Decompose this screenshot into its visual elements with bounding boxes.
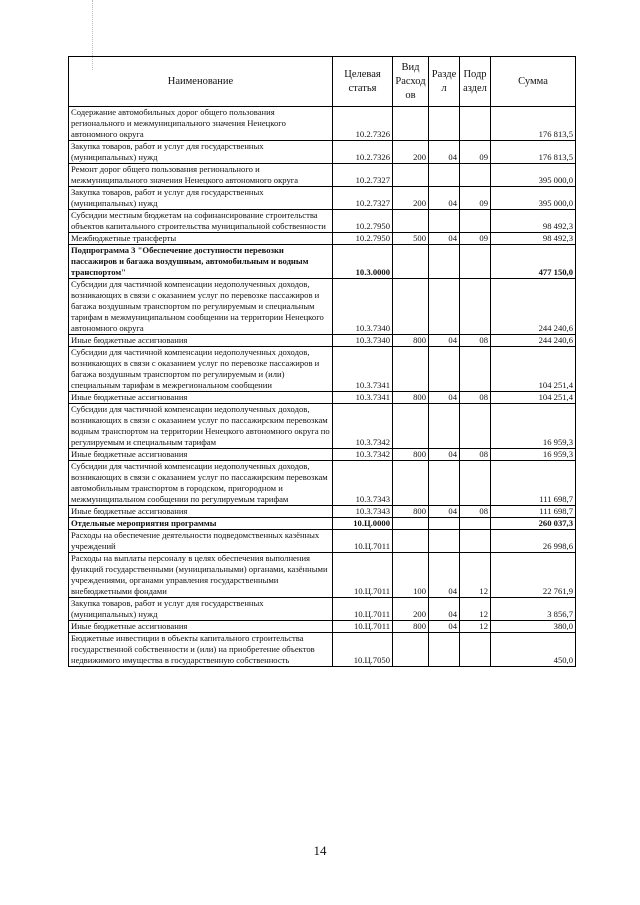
table-row <box>69 449 576 461</box>
cell-code: 10.2.7327 <box>333 187 393 210</box>
cell-podrazdel <box>460 404 491 449</box>
cell-sum: 111 698,7 <box>491 461 576 506</box>
cell-razdel <box>429 530 460 553</box>
cell-razdel <box>429 164 460 187</box>
table-row <box>69 141 576 164</box>
cell-vid <box>393 164 429 187</box>
cell-razdel <box>429 633 460 667</box>
cell-code: 10.3.7343 <box>333 461 393 506</box>
cell-razdel <box>429 461 460 506</box>
cell-sum: 22 761,9 <box>491 553 576 598</box>
cell-razdel: 04 <box>429 506 460 518</box>
cell-vid <box>393 633 429 667</box>
cell-podrazdel <box>460 279 491 335</box>
cell-podrazdel <box>460 518 491 530</box>
cell-code: 10.3.7343 <box>333 506 393 518</box>
cell-razdel: 04 <box>429 598 460 621</box>
cell-code: 10.Ц.7050 <box>333 633 393 667</box>
cell-razdel: 04 <box>429 449 460 461</box>
table-row <box>69 107 576 141</box>
cell-sum: 98 492,3 <box>491 210 576 233</box>
cell-sum: 477 150,0 <box>491 245 576 279</box>
cell-vid <box>393 210 429 233</box>
cell-name: Расходы на обеспечение деятельности подведомственных казённых учреждений <box>69 530 333 553</box>
cell-podrazdel <box>460 530 491 553</box>
cell-sum: 176 813,5 <box>491 107 576 141</box>
cell-code: 10.3.7341 <box>333 392 393 404</box>
cell-sum: 395 000,0 <box>491 164 576 187</box>
cell-sum: 26 998,6 <box>491 530 576 553</box>
cell-vid <box>393 107 429 141</box>
cell-podrazdel: 08 <box>460 449 491 461</box>
cell-code: 10.3.0000 <box>333 245 393 279</box>
table-row <box>69 233 576 245</box>
cell-sum: 244 240,6 <box>491 279 576 335</box>
cell-code: 10.2.7326 <box>333 107 393 141</box>
cell-name: Иные бюджетные ассигнования <box>69 621 333 633</box>
cell-podrazdel: 12 <box>460 598 491 621</box>
budget-table <box>68 56 576 667</box>
cell-vid <box>393 347 429 392</box>
cell-name: Расходы на выплаты персоналу в целях обеспечения выполнения функций государственными (муниципальными) органами, казёнными учреждениями, органами управления государственными внебюджетными фондами <box>69 553 333 598</box>
table-row <box>69 187 576 210</box>
cell-vid <box>393 245 429 279</box>
cell-sum: 244 240,6 <box>491 335 576 347</box>
table-row <box>69 553 576 598</box>
cell-sum: 260 037,3 <box>491 518 576 530</box>
cell-vid: 800 <box>393 621 429 633</box>
cell-vid <box>393 530 429 553</box>
table-row <box>69 210 576 233</box>
cell-podrazdel <box>460 347 491 392</box>
cell-name: Закупка товаров, работ и услуг для государственных (муниципальных) нужд <box>69 598 333 621</box>
table-row <box>69 404 576 449</box>
cell-sum: 16 959,3 <box>491 449 576 461</box>
cell-razdel <box>429 347 460 392</box>
cell-name: Межбюджетные трансферты <box>69 233 333 245</box>
header-sum: Сумма <box>491 57 576 107</box>
cell-razdel: 04 <box>429 187 460 210</box>
header-podrazdel: Подр аздел <box>460 57 491 107</box>
cell-name: Субсидии для частичной компенсации недополученных доходов, возникающих в связи с оказанием услуг по пассажирским перевозкам автомобильным транспортом в городском, пригородном и межмуниципальном сообщении по регулируемым тарифам <box>69 461 333 506</box>
table-row <box>69 598 576 621</box>
cell-razdel <box>429 518 460 530</box>
cell-code: 10.2.7950 <box>333 210 393 233</box>
cell-razdel: 04 <box>429 553 460 598</box>
cell-podrazdel: 08 <box>460 506 491 518</box>
table-row <box>69 164 576 187</box>
cell-podrazdel <box>460 461 491 506</box>
cell-code: 10.Ц.7011 <box>333 530 393 553</box>
cell-vid: 800 <box>393 335 429 347</box>
cell-code: 10.Ц.7011 <box>333 621 393 633</box>
cell-name: Бюджетные инвестиции в объекты капитального строительства государственной собственности и (или) на приобретение объектов недвижимого имущества в государственную собственность <box>69 633 333 667</box>
cell-podrazdel: 08 <box>460 335 491 347</box>
cell-podrazdel <box>460 210 491 233</box>
cell-code: 10.3.7340 <box>333 335 393 347</box>
cell-name: Субсидии для частичной компенсации недополученных доходов, возникающих в связи с оказанием услуг по перевозке пассажиров и багажа воздушным транспортом по регулируемым и (или) специальным тарифам в межрегиональном сообщении <box>69 347 333 392</box>
table-row <box>69 335 576 347</box>
cell-razdel: 04 <box>429 621 460 633</box>
cell-code: 10.3.7342 <box>333 404 393 449</box>
table-row <box>69 621 576 633</box>
table-row <box>69 530 576 553</box>
cell-name: Ремонт дорог общего пользования регионального и межмуниципального значения Ненецкого автономного округа <box>69 164 333 187</box>
cell-sum: 98 492,3 <box>491 233 576 245</box>
cell-podrazdel <box>460 107 491 141</box>
page-number: 14 <box>313 843 327 858</box>
cell-sum: 104 251,4 <box>491 347 576 392</box>
table-row <box>69 633 576 667</box>
cell-vid: 200 <box>393 187 429 210</box>
table-row <box>69 279 576 335</box>
cell-razdel <box>429 210 460 233</box>
header-name: Наименование <box>69 57 333 107</box>
cell-vid: 200 <box>393 598 429 621</box>
cell-razdel: 04 <box>429 141 460 164</box>
cell-name: Содержание автомобильных дорог общего пользования регионального и межмуниципального значения Ненецкого автономного округа <box>69 107 333 141</box>
cell-vid: 500 <box>393 233 429 245</box>
cell-code: 10.3.7340 <box>333 279 393 335</box>
table-row <box>69 392 576 404</box>
cell-name: Иные бюджетные ассигнования <box>69 335 333 347</box>
header-code: Целевая статья <box>333 57 393 107</box>
cell-sum: 176 813,5 <box>491 141 576 164</box>
cell-razdel <box>429 245 460 279</box>
cell-name: Закупка товаров, работ и услуг для государственных (муниципальных) нужд <box>69 141 333 164</box>
cell-podrazdel: 08 <box>460 392 491 404</box>
cell-vid <box>393 404 429 449</box>
cell-code: 10.Ц.7011 <box>333 598 393 621</box>
table-row <box>69 461 576 506</box>
table-row <box>69 518 576 530</box>
cell-razdel <box>429 107 460 141</box>
cell-razdel: 04 <box>429 392 460 404</box>
cell-name: Отдельные мероприятия программы <box>69 518 333 530</box>
cell-name: Субсидии местным бюджетам на софинансирование строительства объектов капитального строительства муниципальной собственности <box>69 210 333 233</box>
cell-razdel: 04 <box>429 335 460 347</box>
cell-podrazdel <box>460 633 491 667</box>
cell-vid: 100 <box>393 553 429 598</box>
cell-name: Субсидии для частичной компенсации недополученных доходов, возникающих в связи с оказанием услуг по перевозке пассажиров и багажа воздушным транспортом по регулируемым и специальным тарифам в межмуниципальном сообщении на территории Ненецкого автономного округа <box>69 279 333 335</box>
cell-name: Подпрограмма 3 "Обеспечение доступности перевозки пассажиров и багажа воздушным, автомобильным и водным транспортом" <box>69 245 333 279</box>
cell-vid: 200 <box>393 141 429 164</box>
cell-sum: 104 251,4 <box>491 392 576 404</box>
cell-vid: 800 <box>393 392 429 404</box>
cell-name: Закупка товаров, работ и услуг для государственных (муниципальных) нужд <box>69 187 333 210</box>
cell-code: 10.2.7950 <box>333 233 393 245</box>
cell-sum: 16 959,3 <box>491 404 576 449</box>
cell-name: Иные бюджетные ассигнования <box>69 449 333 461</box>
cell-name: Иные бюджетные ассигнования <box>69 392 333 404</box>
table-body <box>69 107 576 667</box>
cell-vid: 800 <box>393 506 429 518</box>
cell-code: 10.2.7326 <box>333 141 393 164</box>
cell-podrazdel: 09 <box>460 141 491 164</box>
cell-vid: 800 <box>393 449 429 461</box>
cell-razdel: 04 <box>429 233 460 245</box>
cell-podrazdel: 12 <box>460 621 491 633</box>
cell-code: 10.2.7327 <box>333 164 393 187</box>
cell-code: 10.3.7342 <box>333 449 393 461</box>
cell-vid <box>393 518 429 530</box>
cell-code: 10.Ц.0000 <box>333 518 393 530</box>
cell-code: 10.3.7341 <box>333 347 393 392</box>
cell-name: Иные бюджетные ассигнования <box>69 506 333 518</box>
table-row <box>69 506 576 518</box>
cell-code: 10.Ц.7011 <box>333 553 393 598</box>
cell-razdel <box>429 279 460 335</box>
cell-podrazdel: 12 <box>460 553 491 598</box>
cell-podrazdel: 09 <box>460 187 491 210</box>
cell-sum: 450,0 <box>491 633 576 667</box>
cell-sum: 380,0 <box>491 621 576 633</box>
cell-sum: 3 856,7 <box>491 598 576 621</box>
cell-sum: 395 000,0 <box>491 187 576 210</box>
table-header-row <box>69 57 576 107</box>
header-vid: Вид Расход ов <box>393 57 429 107</box>
cell-podrazdel: 09 <box>460 233 491 245</box>
cell-podrazdel <box>460 164 491 187</box>
table-row <box>69 245 576 279</box>
cell-vid <box>393 461 429 506</box>
cell-name: Субсидии для частичной компенсации недополученных доходов, возникающих в связи с оказанием услуг по пассажирским перевозкам водным транспортом на территории Ненецкого автономного округа по регулируемым и специальным тарифам <box>69 404 333 449</box>
cell-podrazdel <box>460 245 491 279</box>
table-row <box>69 347 576 392</box>
header-razdel: Разде л <box>429 57 460 107</box>
cell-vid <box>393 279 429 335</box>
cell-sum: 111 698,7 <box>491 506 576 518</box>
cell-razdel <box>429 404 460 449</box>
